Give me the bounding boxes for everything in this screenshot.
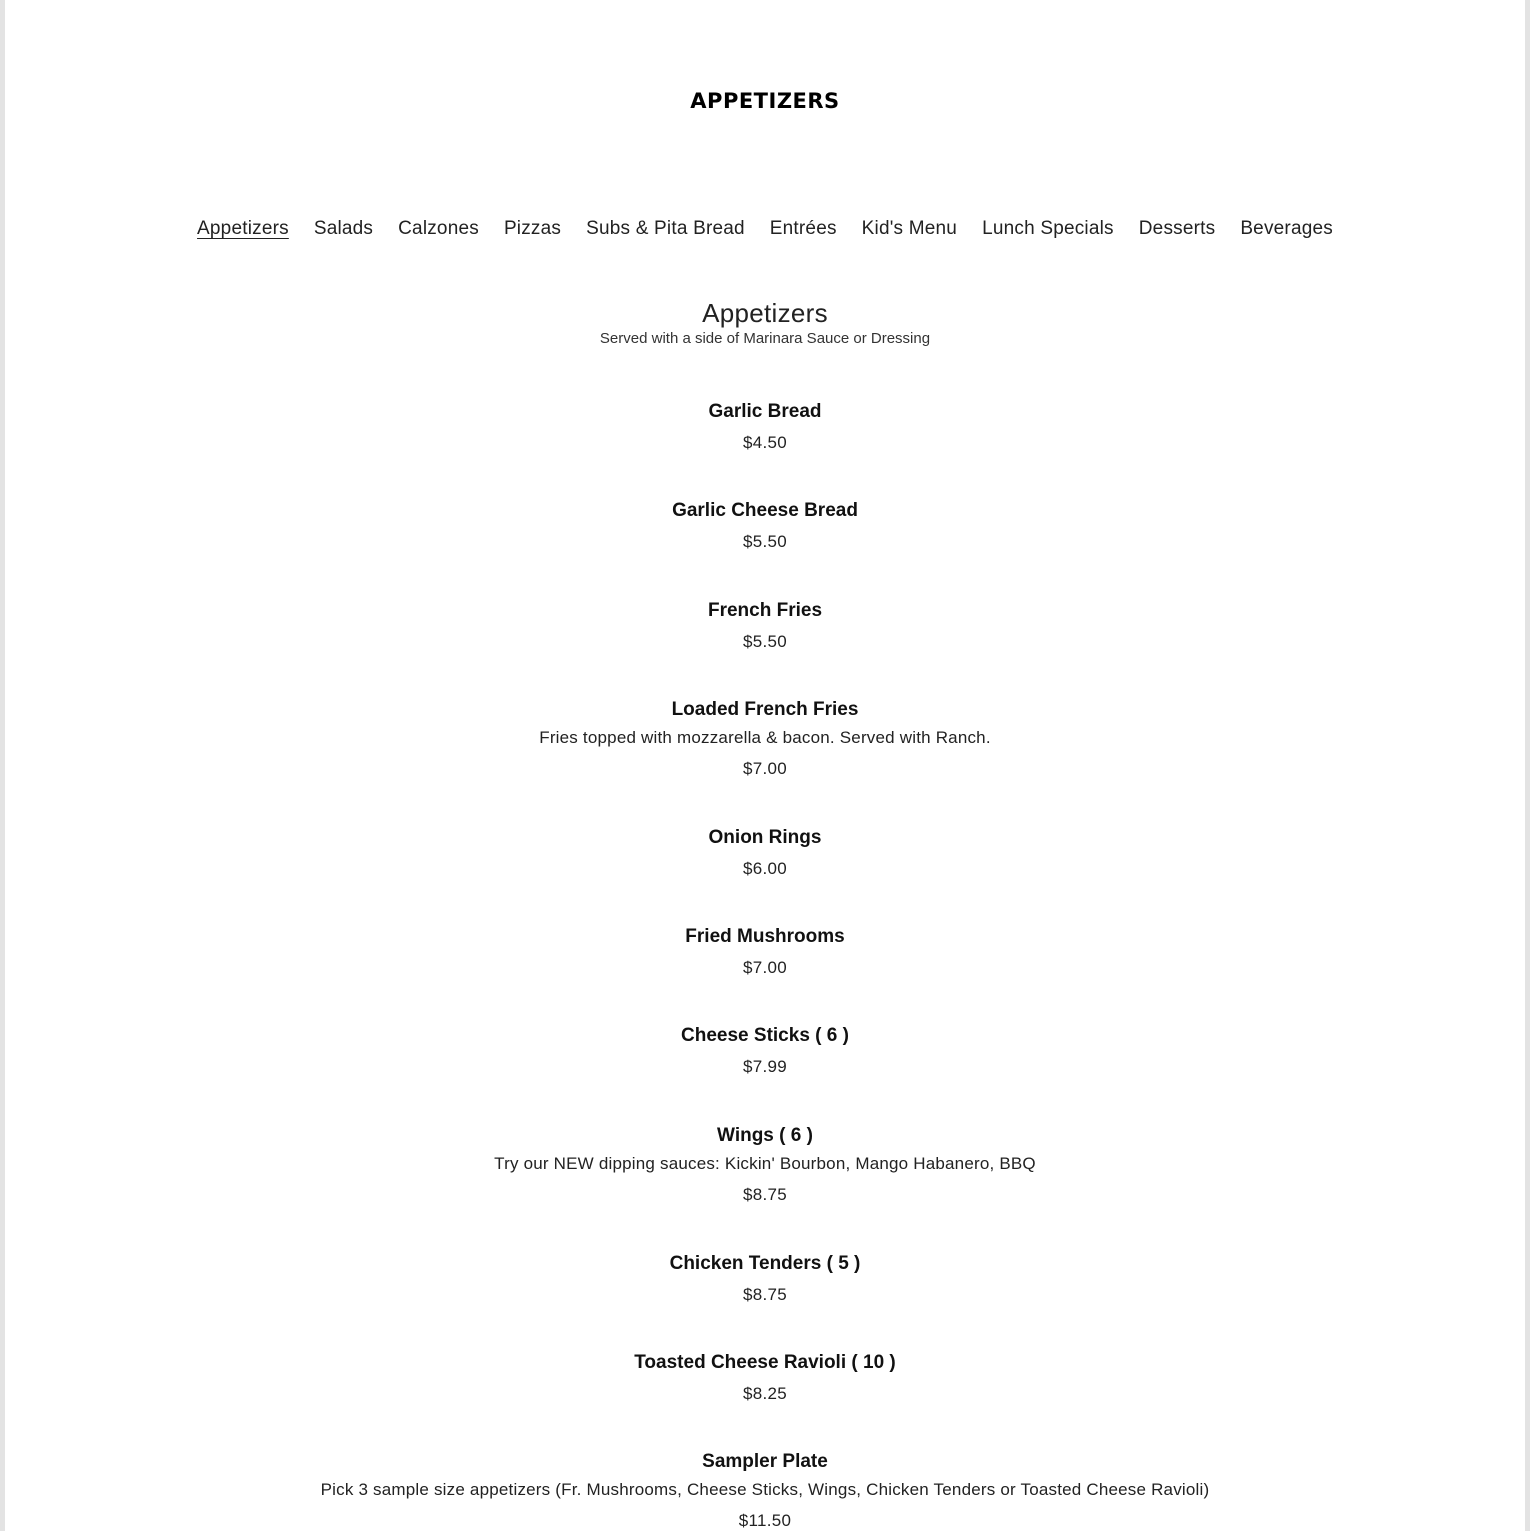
section-subtitle: Served with a side of Marinara Sauce or Dressing bbox=[599, 330, 931, 347]
menu-item-price: $7.00 bbox=[742, 759, 788, 778]
nav-item-beverages[interactable]: Beverages bbox=[1240, 218, 1333, 239]
menu-item bbox=[5, 1252, 1525, 1305]
menu-item-name: Cheese Sticks ( 6 ) bbox=[681, 1025, 849, 1046]
menu-page bbox=[5, 0, 1525, 1531]
section-title: Appetizers bbox=[702, 298, 828, 328]
nav-item-kids-menu[interactable]: Kid's Menu bbox=[861, 218, 958, 239]
nav-item-pizzas[interactable]: Pizzas bbox=[503, 218, 562, 239]
section-header bbox=[5, 296, 1525, 348]
menu-item bbox=[5, 499, 1525, 552]
menu-item bbox=[5, 1450, 1525, 1531]
menu-item bbox=[5, 925, 1525, 978]
menu-item-description: Try our NEW dipping sauces: Kickin' Bourbon, Mango Habanero, BBQ bbox=[494, 1154, 1036, 1173]
menu-item-name: Fried Mushrooms bbox=[685, 926, 845, 947]
nav-item-salads[interactable]: Salads bbox=[313, 218, 374, 239]
menu-item-price: $4.50 bbox=[742, 433, 788, 452]
nav-item-lunch-specials[interactable]: Lunch Specials bbox=[982, 218, 1114, 239]
menu-item bbox=[5, 599, 1525, 652]
menu-item-name: Garlic Cheese Bread bbox=[672, 500, 858, 521]
menu-item-name: Wings ( 6 ) bbox=[717, 1125, 813, 1146]
menu-category-nav bbox=[5, 218, 1525, 240]
page-title: APPETIZERS bbox=[690, 89, 840, 113]
menu-item-description: Pick 3 sample size appetizers (Fr. Mushrooms, Cheese Sticks, Wings, Chicken Tenders or Toasted Cheese Ravioli) bbox=[320, 1480, 1210, 1499]
nav-item-calzones[interactable]: Calzones bbox=[398, 218, 479, 239]
menu-item-name: Sampler Plate bbox=[702, 1451, 828, 1472]
menu-item-price: $11.50 bbox=[738, 1511, 792, 1530]
menu-item bbox=[5, 1024, 1525, 1077]
nav-item-subs-pita-bread[interactable]: Subs & Pita Bread bbox=[586, 218, 745, 239]
menu-item-name: French Fries bbox=[707, 600, 823, 621]
nav-item-entrees[interactable]: Entrées bbox=[769, 218, 837, 239]
menu-item-name: Garlic Bread bbox=[708, 401, 822, 422]
menu-item-price: $5.50 bbox=[742, 632, 788, 651]
menu-item bbox=[5, 826, 1525, 879]
menu-item-name: Onion Rings bbox=[708, 827, 822, 848]
menu-item-name: Loaded French Fries bbox=[671, 699, 859, 720]
menu-item-price: $7.99 bbox=[742, 1057, 788, 1076]
menu-item-price: $7.00 bbox=[742, 958, 788, 977]
menu-item-price: $8.75 bbox=[742, 1285, 788, 1304]
menu-item bbox=[5, 1351, 1525, 1404]
nav-item-appetizers[interactable]: Appetizers bbox=[197, 218, 289, 239]
menu-item bbox=[5, 1124, 1525, 1205]
menu-item-price: $6.00 bbox=[742, 859, 788, 878]
menu-item-price: $8.25 bbox=[742, 1384, 788, 1403]
menu-item bbox=[5, 698, 1525, 779]
menu-item-name: Toasted Cheese Ravioli ( 10 ) bbox=[634, 1352, 896, 1373]
nav-item-desserts[interactable]: Desserts bbox=[1138, 218, 1216, 239]
menu-item-description: Fries topped with mozzarella & bacon. Served with Ranch. bbox=[539, 728, 991, 747]
menu-item-price: $8.75 bbox=[742, 1185, 788, 1204]
menu-item-name: Chicken Tenders ( 5 ) bbox=[669, 1253, 861, 1274]
menu-item-price: $5.50 bbox=[742, 532, 788, 551]
menu-item bbox=[5, 400, 1525, 453]
